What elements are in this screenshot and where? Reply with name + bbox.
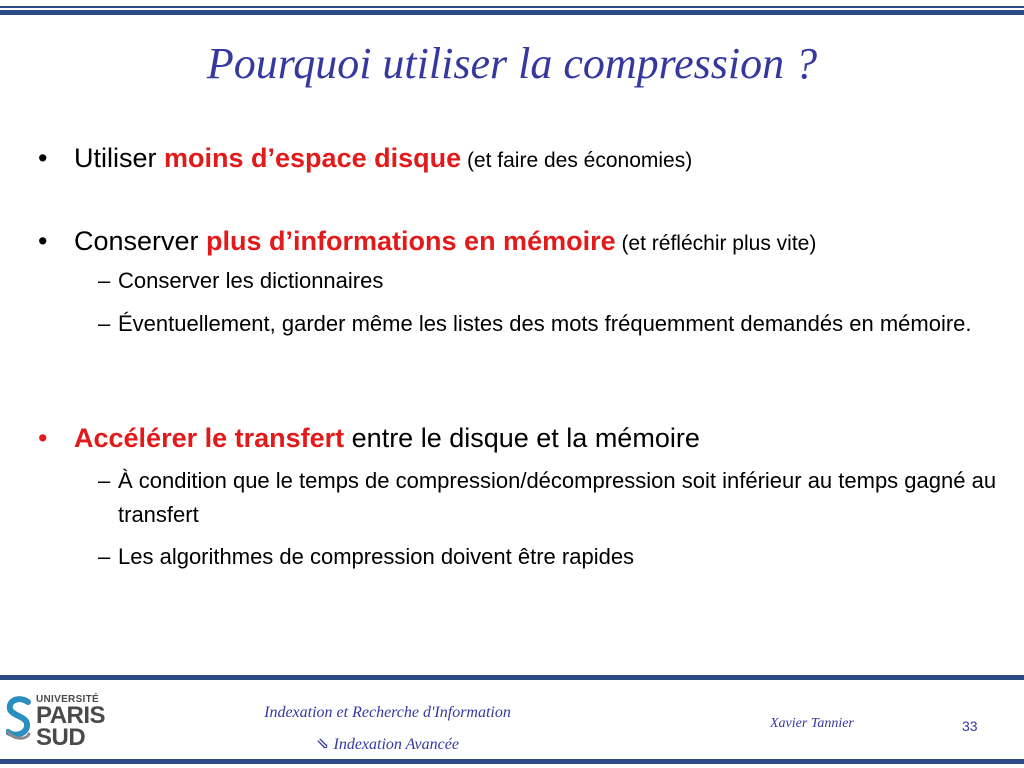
logo-paris: PARIS — [36, 702, 106, 729]
bullet-lead: Conserver — [74, 226, 207, 256]
bullet-tail: (et réfléchir plus vite) — [615, 232, 817, 255]
bullet-marker: • — [38, 423, 48, 453]
bullet-highlight: moins d’espace disque — [164, 143, 462, 173]
logo-university: UNIVERSITÉ — [36, 694, 100, 705]
sub-bullet-text: Les algorithmes de compression doivent être rapides — [118, 544, 635, 569]
top-rule-thin — [0, 6, 1024, 8]
footer-chapter: Indexation Avancée — [333, 736, 459, 753]
sub-bullet-text: À condition que le temps de compression/décompression soit inférieur au temps gagné au transfert — [118, 468, 997, 527]
footer-author: Xavier Tannier — [770, 716, 854, 731]
top-rule-thick — [0, 10, 1024, 15]
sub-bullet-text: Conserver les dictionnaires — [118, 268, 384, 293]
footer-course: Indexation et Recherche d'Information — [264, 704, 511, 721]
bullet-marker: • — [38, 143, 48, 173]
bullet-lead: Utiliser — [74, 143, 165, 173]
university-logo — [6, 690, 116, 752]
bullet-highlight: plus d’informations en mémoire — [206, 226, 616, 256]
sub-bullet-text: Éventuellement, garder même les listes des mots fréquemment demandés en mémoire. — [118, 311, 972, 336]
paris-sud-s-icon — [6, 696, 32, 742]
bottom-rule-upper — [0, 675, 1024, 680]
bullet-tail: entre le disque et la mémoire — [344, 423, 700, 453]
slide-title: Pourquoi utiliser la compression ? — [206, 39, 818, 88]
page-number: 33 — [962, 718, 978, 734]
bottom-rule-lower — [0, 759, 1024, 764]
bullet-highlight: Accélérer le transfert — [74, 423, 345, 453]
logo-sud: SUD — [36, 724, 86, 751]
arrow-icon: ⇘ — [316, 736, 330, 753]
dash-marker: – — [98, 468, 111, 493]
bullet-tail: (et faire des économies) — [461, 149, 693, 172]
dash-marker: – — [98, 268, 111, 293]
footer-course-info — [225, 697, 550, 761]
bullet-marker: • — [38, 226, 48, 256]
dash-marker: – — [98, 311, 111, 336]
dash-marker: – — [98, 544, 111, 569]
